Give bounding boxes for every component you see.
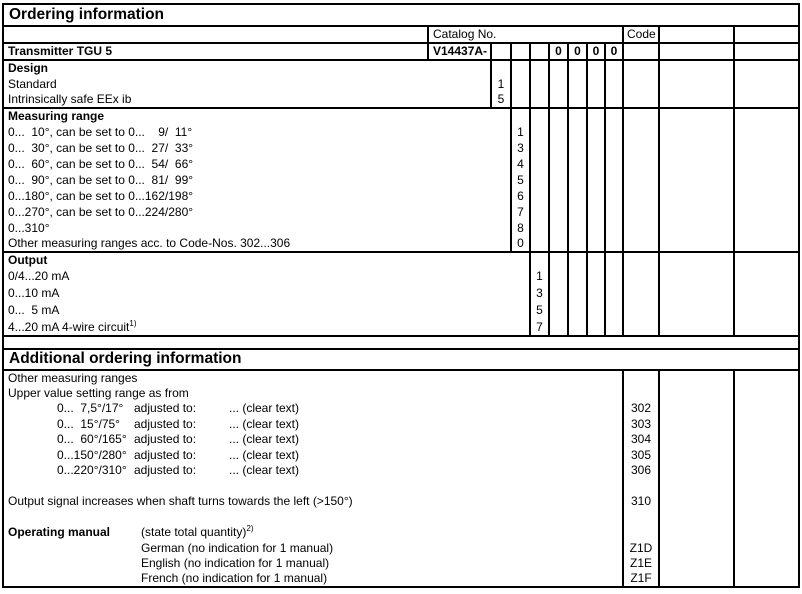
code-cell bbox=[623, 43, 659, 60]
ordering-information-table bbox=[2, 3, 800, 588]
code-cell bbox=[623, 268, 659, 285]
measuring-option-digit: 6 bbox=[511, 188, 530, 204]
design-option-label: Standard bbox=[8, 76, 57, 91]
range-code-row bbox=[3, 401, 799, 417]
code-header: Code bbox=[623, 26, 659, 43]
measuring-range-section-label: Measuring range bbox=[3, 108, 511, 124]
measuring-option-row bbox=[3, 124, 799, 140]
range-label: 0... 60°/165° bbox=[57, 432, 127, 447]
range-label: 0...220°/310° bbox=[57, 463, 127, 478]
extra-column-b-header bbox=[734, 26, 799, 43]
code-cell bbox=[623, 302, 659, 319]
range-code-row bbox=[3, 432, 799, 448]
output-option-digit: 7 bbox=[530, 319, 549, 336]
code-cell bbox=[623, 156, 659, 172]
measuring-option-row bbox=[3, 172, 799, 188]
design-section-label: Design bbox=[3, 60, 491, 76]
design-option-row bbox=[3, 92, 799, 108]
output-option-digit: 5 bbox=[530, 302, 549, 319]
code-cell bbox=[623, 285, 659, 302]
code-cell bbox=[623, 172, 659, 188]
additional-intro-line: Upper value setting range as from bbox=[8, 385, 189, 400]
range-code-row bbox=[3, 417, 799, 433]
digit-cell-output bbox=[530, 43, 549, 60]
output-option-row bbox=[3, 268, 799, 285]
clear-text-label: ... (clear text) bbox=[229, 447, 300, 462]
measuring-option-row bbox=[3, 204, 799, 220]
design-option-digit: 1 bbox=[491, 76, 511, 92]
measuring-option-digit: 1 bbox=[511, 124, 530, 140]
digit-cell-design bbox=[491, 43, 511, 60]
range-label: 0...150°/280° bbox=[57, 447, 127, 462]
output-option-digit: 3 bbox=[530, 285, 549, 302]
extra-column-a-header bbox=[659, 26, 734, 43]
digit-cell-range bbox=[511, 43, 530, 60]
code-cell bbox=[623, 236, 659, 252]
manual-language-label: German (no indication for 1 manual) bbox=[141, 540, 334, 555]
design-option-row bbox=[3, 76, 799, 92]
extra-a-cell bbox=[659, 43, 734, 60]
output-section-header-row bbox=[3, 252, 799, 268]
ordering-title-row bbox=[3, 4, 799, 26]
manual-language-row bbox=[3, 572, 799, 588]
catalog-header-empty-cell bbox=[3, 26, 428, 43]
range-code-row bbox=[3, 463, 799, 479]
operating-manual-label: Operating manual bbox=[8, 525, 111, 540]
measuring-option-label: 0...310° bbox=[8, 220, 50, 235]
measuring-option-label: 0... 60°, can be set to 0... 54/ 66° bbox=[8, 156, 194, 171]
additional-title: Additional ordering information bbox=[3, 349, 799, 370]
code-cell bbox=[623, 370, 659, 386]
adjusted-to-label: adjusted to: bbox=[134, 432, 197, 447]
catalog-header-row bbox=[3, 26, 799, 43]
measuring-option-row bbox=[3, 156, 799, 172]
footnote-marker: 2) bbox=[246, 525, 254, 534]
code-value: Z1D bbox=[623, 541, 659, 557]
code-value: 303 bbox=[623, 417, 659, 433]
code-value: 305 bbox=[623, 448, 659, 464]
catalog-prefix: V14437A- bbox=[428, 43, 491, 60]
code-cell bbox=[623, 386, 659, 402]
measuring-option-label: Other measuring ranges acc. to Code-Nos. 302...306 bbox=[8, 236, 291, 251]
extra-b-cell bbox=[734, 43, 799, 60]
product-name: Transmitter TGU 5 bbox=[3, 43, 428, 60]
additional-intro-row bbox=[3, 386, 799, 402]
clear-text-label: ... (clear text) bbox=[229, 416, 300, 431]
code-value: Z1F bbox=[623, 572, 659, 588]
code-value: Z1E bbox=[623, 556, 659, 572]
fixed-digit: 0 bbox=[549, 43, 568, 60]
measuring-option-row bbox=[3, 140, 799, 156]
output-option-row bbox=[3, 319, 799, 336]
code-value: 306 bbox=[623, 463, 659, 479]
measuring-option-row bbox=[3, 188, 799, 204]
adjusted-to-label: adjusted to: bbox=[134, 463, 197, 478]
range-label: 0... 15°/75° bbox=[57, 416, 120, 431]
measuring-range-header-row bbox=[3, 108, 799, 124]
code-cell bbox=[623, 220, 659, 236]
output-option-label: 4...20 mA 4-wire circuit$^{1)}$ bbox=[8, 319, 137, 334]
code-cell bbox=[623, 319, 659, 336]
fixed-digit: 0 bbox=[605, 43, 623, 60]
output-section-label: Output bbox=[3, 252, 530, 268]
measuring-option-row bbox=[3, 236, 799, 252]
measuring-option-digit: 4 bbox=[511, 156, 530, 172]
clear-text-label: ... (clear text) bbox=[229, 432, 300, 447]
code-value: 302 bbox=[623, 401, 659, 417]
code-cell bbox=[623, 188, 659, 204]
output-option-label: 0/4...20 mA bbox=[8, 269, 70, 284]
product-row bbox=[3, 43, 799, 60]
shaft-code-row bbox=[3, 494, 799, 510]
code-cell bbox=[623, 92, 659, 108]
fixed-digit: 0 bbox=[587, 43, 605, 60]
code-value: 310 bbox=[623, 494, 659, 510]
code-cell bbox=[623, 252, 659, 268]
code-cell bbox=[623, 60, 659, 76]
quantity-note: (state total quantity) bbox=[141, 525, 247, 540]
code-cell bbox=[623, 76, 659, 92]
manual-language-label: English (no indication for 1 manual) bbox=[141, 556, 330, 571]
measuring-option-row bbox=[3, 220, 799, 236]
output-option-row bbox=[3, 285, 799, 302]
additional-title-row bbox=[3, 349, 799, 370]
adjusted-to-label: adjusted to: bbox=[134, 416, 197, 431]
measuring-option-label: 0... 10°, can be set to 0... 9/ 11° bbox=[8, 124, 193, 139]
code-cell bbox=[623, 204, 659, 220]
output-option-label: 0...10 mA bbox=[8, 286, 60, 301]
fixed-digit: 0 bbox=[568, 43, 587, 60]
code-cell bbox=[623, 124, 659, 140]
design-option-label: Intrinsically safe EEx ib bbox=[8, 92, 132, 107]
blank-row bbox=[3, 479, 799, 495]
ordering-title: Ordering information bbox=[9, 5, 164, 23]
shaft-row-label: Output signal increases when shaft turns towards the left (>150°) bbox=[8, 494, 353, 509]
code-cell bbox=[623, 525, 659, 541]
code-value: 304 bbox=[623, 432, 659, 448]
operating-manual-header-row bbox=[3, 525, 799, 541]
footnote-marker: 1) bbox=[129, 319, 137, 328]
measuring-option-label: 0... 30°, can be set to 0... 27/ 33° bbox=[8, 140, 194, 155]
code-cell bbox=[623, 140, 659, 156]
manual-language-row bbox=[3, 541, 799, 557]
measuring-option-digit: 3 bbox=[511, 140, 530, 156]
adjusted-to-label: adjusted to: bbox=[134, 401, 197, 416]
additional-intro-row bbox=[3, 370, 799, 386]
output-option-label: 0... 5 mA bbox=[8, 303, 60, 318]
additional-intro-line: Other measuring ranges bbox=[8, 370, 138, 385]
measuring-option-digit: 5 bbox=[511, 172, 530, 188]
measuring-option-label: 0...270°, can be set to 0...224/280° bbox=[8, 204, 194, 219]
catalog-no-header: Catalog No. bbox=[428, 26, 623, 43]
manual-language-row bbox=[3, 556, 799, 572]
measuring-option-label: 0...180°, can be set to 0...162/198° bbox=[8, 188, 194, 203]
output-option-digit: 1 bbox=[530, 268, 549, 285]
adjusted-to-label: adjusted to: bbox=[134, 447, 197, 462]
range-label: 0... 7,5°/17° bbox=[57, 401, 124, 416]
blank-row bbox=[3, 510, 799, 526]
design-section-header-row bbox=[3, 60, 799, 76]
measuring-option-digit: 7 bbox=[511, 204, 530, 220]
manual-language-label: French (no indication for 1 manual) bbox=[141, 571, 328, 586]
measuring-option-label: 0... 90°, can be set to 0... 81/ 99° bbox=[8, 172, 194, 187]
measuring-option-digit: 0 bbox=[511, 236, 530, 252]
design-option-digit: 5 bbox=[491, 92, 511, 108]
spacer-row bbox=[3, 336, 799, 349]
clear-text-label: ... (clear text) bbox=[229, 401, 300, 416]
output-option-row bbox=[3, 302, 799, 319]
code-cell bbox=[623, 108, 659, 124]
range-code-row bbox=[3, 448, 799, 464]
measuring-option-digit: 8 bbox=[511, 220, 530, 236]
clear-text-label: ... (clear text) bbox=[229, 463, 300, 478]
